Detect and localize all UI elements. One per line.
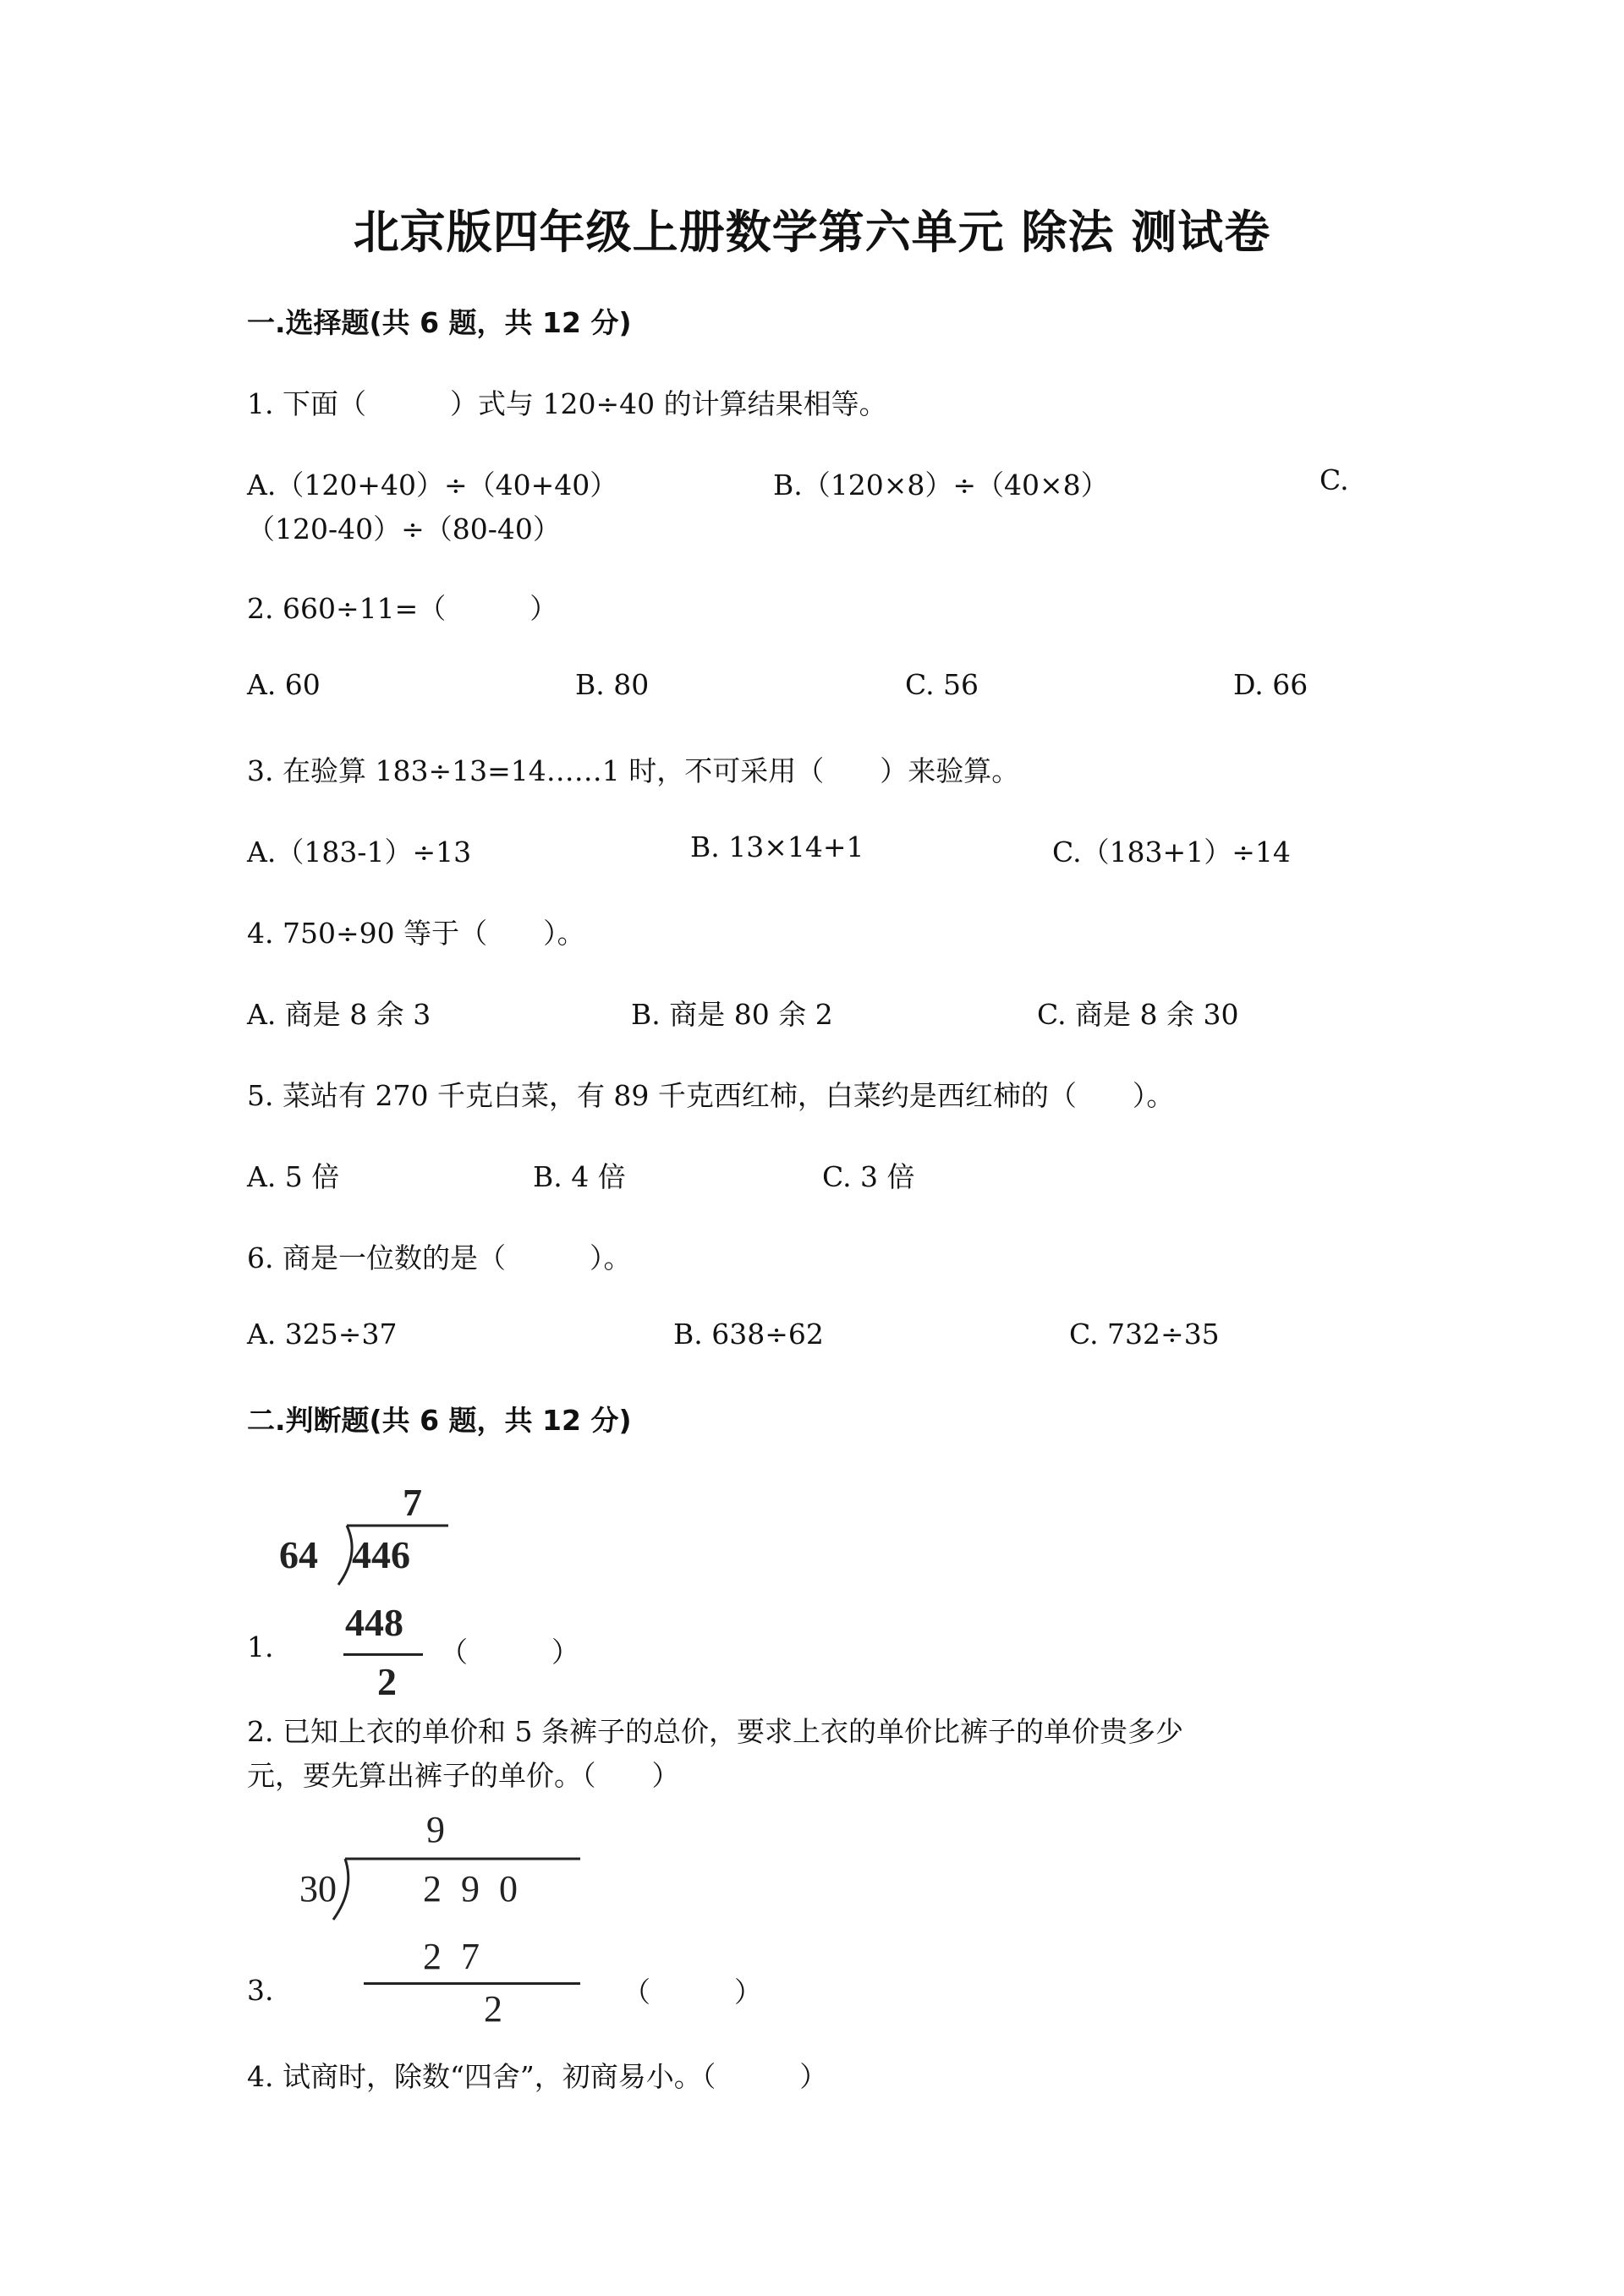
division-2-remainder: 2 (484, 1988, 502, 2030)
question-3: 3. 在验算 183÷13=14……1 时，不可采用（ ）来验算。 (247, 754, 1020, 787)
question-4: 4. 750÷90 等于（ ）。 (247, 917, 585, 950)
question-5: 5. 菜站有 270 千克白菜，有 89 千克西红柿，白菜约是西红柿的（ ）。 (247, 1079, 1175, 1112)
q2-option-b: B. 80 (575, 668, 650, 701)
q3-option-c: C.（183+1）÷14 (1052, 836, 1291, 869)
question-1: 1. 下面（ ）式与 120÷40 的计算结果相等。 (247, 387, 887, 420)
long-division-figure-1 (279, 1480, 448, 1708)
q2-option-d: D. 66 (1233, 668, 1309, 701)
q5-option-b: B. 4 倍 (533, 1160, 626, 1193)
q2-option-a: A. 60 (247, 668, 321, 701)
question-2: 2. 660÷11=（ ） (247, 592, 558, 625)
q4-option-b: B. 商是 80 余 2 (631, 998, 833, 1031)
q4-option-a: A. 商是 8 余 3 (247, 998, 431, 1031)
q3-option-a: A.（183-1）÷13 (247, 836, 472, 869)
division-2-quotient: 9 (426, 1809, 445, 1850)
judge-2-line-2: 元，要先算出裤子的单价。（ ） (247, 1759, 680, 1792)
division-1-product: 448 (345, 1601, 403, 1644)
judge-3-number: 3. (247, 1974, 274, 2007)
judge-3-answer-blank: （ ） (623, 1975, 762, 2008)
division-1-remainder: 2 (377, 1660, 397, 1703)
division-1-divisor: 64 (279, 1533, 318, 1576)
q3-option-b: B. 13×14+1 (690, 830, 864, 863)
q1-option-b: B.（120×8）÷（40×8） (773, 469, 1109, 501)
q6-option-a: A. 325÷37 (247, 1318, 398, 1351)
q5-option-a: A. 5 倍 (247, 1160, 340, 1193)
q6-option-b: B. 638÷62 (673, 1318, 824, 1351)
long-division-figure-2 (296, 1808, 584, 2036)
question-6: 6. 商是一位数的是（ ）。 (247, 1241, 632, 1274)
judge-2-line-1: 2. 已知上衣的单价和 5 条裤子的总价，要求上衣的单价比裤子的单价贵多少 (247, 1715, 1183, 1748)
q2-option-c: C. 56 (905, 668, 979, 701)
q5-option-c: C. 3 倍 (822, 1160, 915, 1193)
division-1-rule (343, 1653, 423, 1656)
judge-1-number: 1. (247, 1630, 274, 1663)
division-2-dividend: 2 9 0 (423, 1868, 523, 1910)
division-2-product: 2 7 (423, 1936, 485, 1977)
q4-option-c: C. 商是 8 余 30 (1037, 998, 1239, 1031)
division-2-divisor: 30 (299, 1868, 337, 1910)
judge-1-answer-blank: （ ） (440, 1636, 579, 1669)
q1-option-a: A.（120+40）÷（40+40） (247, 469, 618, 501)
judge-4: 4. 试商时，除数“四舍”，初商易小。（ ） (247, 2060, 828, 2093)
q1-option-c-text: （120-40）÷（80-40） (247, 512, 561, 545)
division-2-rule (364, 1982, 580, 1985)
division-1-quotient: 7 (403, 1481, 422, 1524)
division-1-dividend: 446 (352, 1533, 410, 1576)
section-heading-judge: 二.判断题(共 6 题，共 12 分) (247, 1404, 632, 1437)
q1-option-c: C. (1320, 463, 1349, 496)
section-heading-choice: 一.选择题(共 6 题，共 12 分) (247, 306, 632, 339)
page-title: 北京版四年级上册数学第六单元 除法 测试卷 (353, 205, 1271, 259)
q6-option-c: C. 732÷35 (1069, 1318, 1220, 1351)
